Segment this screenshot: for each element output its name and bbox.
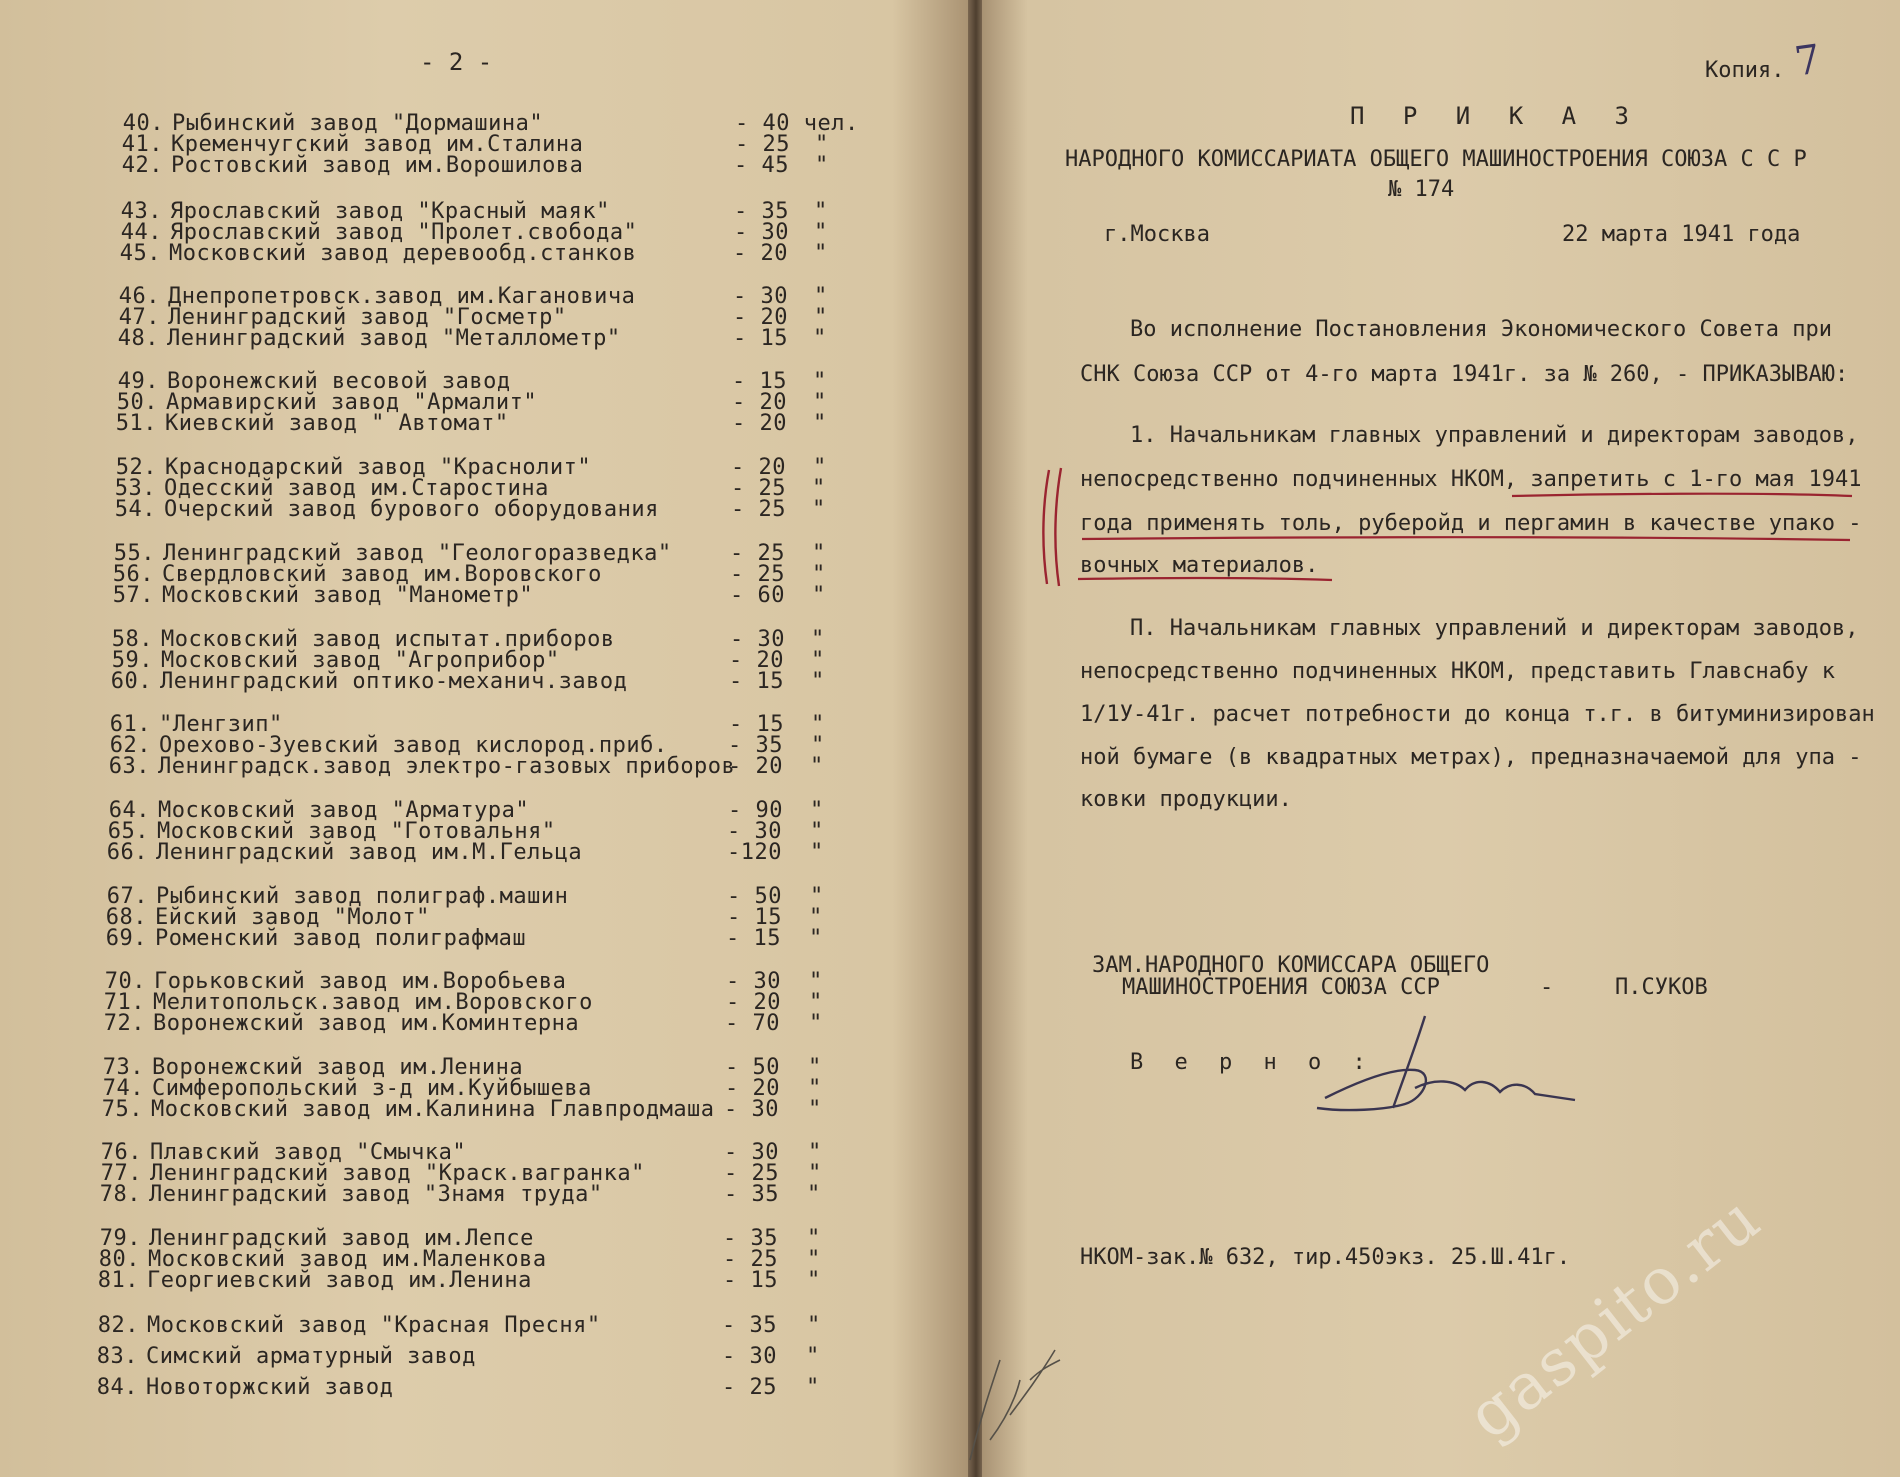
- plant-number: 69.: [105, 926, 147, 951]
- plant-name: Днепропетровск.завод им.Кагановича: [168, 284, 636, 309]
- ditto-mark: ": [813, 390, 827, 415]
- plant-name: Очерский завод бурового оборудования: [164, 497, 659, 522]
- plant-name: Ейский завод "Молот": [155, 905, 430, 930]
- plant-worker-count: - 15: [726, 926, 781, 951]
- plant-name: Георгиевский завод им.Ленина: [147, 1268, 532, 1293]
- ditto-mark: ": [815, 132, 829, 157]
- plant-worker-count: - 45: [734, 153, 789, 178]
- plant-worker-count: - 25: [730, 562, 785, 587]
- plant-worker-count: - 15: [729, 669, 784, 694]
- order-date: 22 марта 1941 года: [1562, 222, 1801, 247]
- plant-number: 58.: [111, 627, 153, 652]
- signer-dash: -: [1540, 975, 1554, 1000]
- plant-name: Московский завод деревообд.станков: [169, 241, 637, 266]
- plant-worker-count: - 90: [728, 798, 783, 823]
- plant-name: Московский завод "Красная Пресня": [147, 1313, 601, 1338]
- order-issuer: НАРОДНОГО КОМИССАРИАТА ОБЩЕГО МАШИНОСТРОЕНИЯ СОЮЗА С С Р: [1065, 147, 1807, 172]
- body-line: П. Начальникам главных управлений и директорам заводов,: [1130, 616, 1859, 641]
- body-line: непосредственно подчиненных НКОМ, представить Главснабу к: [1080, 659, 1835, 684]
- body-line: ковки продукции.: [1080, 787, 1292, 812]
- plant-worker-count: - 25: [731, 476, 786, 501]
- plant-number: 77.: [100, 1161, 142, 1186]
- body-line: года применять толь, руберойд и пергамин в качестве упако -: [1080, 511, 1862, 536]
- body-line: СНК Союза ССР от 4-го марта 1941г. за № 260, - ПРИКАЗЫВАЮ:: [1080, 362, 1849, 387]
- plant-worker-count: - 15: [732, 369, 787, 394]
- body-line: ной бумаге (в квадратных метрах), предназначаемой для упа -: [1080, 745, 1862, 770]
- plant-number: 81.: [97, 1268, 139, 1293]
- plant-number: 72.: [103, 1011, 145, 1036]
- plant-name: Свердловский завод им.Воровского: [162, 562, 602, 587]
- plant-worker-count: - 30: [734, 220, 789, 245]
- plant-worker-count: -120: [727, 840, 782, 865]
- order-number: № 174: [1388, 177, 1455, 202]
- order-city: г.Москва: [1104, 222, 1210, 247]
- plant-name: Ленинградский завод "Госметр": [168, 305, 567, 330]
- plant-number: 49.: [117, 369, 159, 394]
- plant-worker-count: - 35: [728, 733, 783, 758]
- plant-number: 50.: [116, 390, 158, 415]
- plant-number: 74.: [102, 1076, 144, 1101]
- ditto-mark: ": [813, 369, 827, 394]
- plant-name: Краснодарский завод "Краснолит": [165, 455, 592, 480]
- plant-number: 84.: [96, 1375, 138, 1400]
- plant-worker-count: - 20: [731, 455, 786, 480]
- plant-name: Ленинградский завод "Краск.вагранка": [150, 1161, 645, 1186]
- ditto-mark: ": [812, 541, 826, 566]
- ditto-mark: ": [808, 1055, 822, 1080]
- body-line: 1. Начальникам главных управлений и директорам заводов,: [1130, 423, 1859, 448]
- ditto-mark: ": [810, 819, 824, 844]
- plant-number: 76.: [100, 1140, 142, 1165]
- body-line: непосредственно подчиненных НКОМ, запретить с 1-го мая 1941: [1080, 467, 1862, 492]
- plant-worker-count: - 25: [723, 1247, 778, 1272]
- plant-worker-count: - 25: [724, 1161, 779, 1186]
- plant-number: 75.: [101, 1097, 143, 1122]
- ditto-mark: ": [812, 497, 826, 522]
- plant-worker-count: - 60: [730, 583, 785, 608]
- plant-number: 60.: [110, 669, 152, 694]
- plant-number: 44.: [120, 220, 162, 245]
- plant-number: 53.: [114, 476, 156, 501]
- ditto-mark: ": [808, 1097, 822, 1122]
- ditto-mark: ": [811, 712, 825, 737]
- plant-name: Воронежский завод им.Ленина: [152, 1055, 524, 1080]
- ditto-mark: ": [814, 199, 828, 224]
- ditto-mark: ": [814, 284, 828, 309]
- plant-name: Ленинградский завод "Металлометр": [167, 326, 621, 351]
- plant-number: 47.: [118, 305, 160, 330]
- page-number: - 2 -: [420, 48, 493, 76]
- plant-name: Одесский завод им.Старостина: [164, 476, 549, 501]
- plant-name: Воронежский весовой завод: [167, 369, 511, 394]
- plant-number: 83.: [96, 1344, 138, 1369]
- plant-worker-count: - 20: [733, 305, 788, 330]
- ditto-mark: ": [809, 1011, 823, 1036]
- plant-number: 79.: [99, 1226, 141, 1251]
- plant-worker-count: - 25: [722, 1375, 777, 1400]
- ditto-mark: ": [814, 241, 828, 266]
- plant-name: Рыбинский завод "Дормашина": [172, 111, 544, 136]
- plant-worker-count: - 30: [730, 627, 785, 652]
- plant-name: Ленинградский оптико-механич.завод: [160, 669, 628, 694]
- plant-number: 56.: [112, 562, 154, 587]
- plant-worker-count: - 20: [725, 1076, 780, 1101]
- plant-name: Плавский завод "Смычка": [150, 1140, 467, 1165]
- plant-number: 80.: [98, 1247, 140, 1272]
- plant-name: Московский завод "Манометр": [162, 583, 534, 608]
- plant-name: Горьковский завод им.Воробьева: [154, 969, 567, 994]
- plant-name: Московский завод им.Калинина Главпродмаша: [151, 1097, 715, 1122]
- ditto-mark: ": [808, 1161, 822, 1186]
- plant-worker-count: - 20: [732, 390, 787, 415]
- ditto-mark: ": [807, 1226, 821, 1251]
- plant-worker-count: - 15: [733, 326, 788, 351]
- ditto-mark: ": [811, 648, 825, 673]
- plant-name: Рыбинский завод полиграф.машин: [156, 884, 569, 909]
- plant-worker-count: - 50: [725, 1055, 780, 1080]
- copy-label: Копия.: [1705, 58, 1785, 83]
- plant-worker-count: - 20: [728, 754, 783, 779]
- plant-number: 78.: [99, 1182, 141, 1207]
- plant-name: Ленинградский завод "Геологоразведка": [163, 541, 672, 566]
- order-title: П Р И К А З: [1350, 102, 1641, 130]
- plant-number: 45.: [119, 241, 161, 266]
- plant-worker-count: - 20: [733, 241, 788, 266]
- ditto-mark: ": [812, 583, 826, 608]
- ditto-mark: ": [810, 884, 824, 909]
- signer-title-line1: ЗАМ.НАРОДНОГО КОМИССАРА ОБЩЕГО: [1092, 953, 1490, 978]
- plant-worker-count: - 25: [735, 132, 790, 157]
- plant-name: Воронежский завод им.Коминтерна: [153, 1011, 580, 1036]
- plant-number: 63.: [108, 754, 150, 779]
- ditto-mark: ": [811, 733, 825, 758]
- plant-number: 54.: [114, 497, 156, 522]
- ditto-mark: ": [811, 669, 825, 694]
- handwritten-signature: [1305, 1008, 1585, 1128]
- plant-number: 41.: [121, 132, 163, 157]
- plant-name: Ленинградский завод "Знамя труда": [149, 1182, 603, 1207]
- plant-worker-count: - 25: [730, 541, 785, 566]
- plant-name: Московский завод "Агроприбор": [161, 648, 560, 673]
- plant-number: 67.: [106, 884, 148, 909]
- plant-worker-count: - 30: [722, 1344, 777, 1369]
- ditto-mark: ": [808, 1140, 822, 1165]
- plant-number: 62.: [109, 733, 151, 758]
- plant-name: Ярославский завод "Пролет.свобода": [170, 220, 638, 245]
- plant-number: 82.: [97, 1313, 139, 1338]
- ditto-mark: ": [813, 326, 827, 351]
- plant-number: 42.: [121, 153, 163, 178]
- plant-worker-count: - 35: [734, 199, 789, 224]
- plant-number: 64.: [108, 798, 150, 823]
- plant-number: 70.: [104, 969, 146, 994]
- plant-number: 61.: [109, 712, 151, 737]
- body-line: вочных материалов.: [1080, 553, 1319, 578]
- body-line: Во исполнение Постановления Экономического Совета при: [1130, 317, 1832, 342]
- margin-double-line-mark: [1035, 462, 1075, 592]
- copy-handwritten-number: 7: [1791, 36, 1824, 86]
- ditto-mark: ": [806, 1344, 820, 1369]
- ditto-mark: ": [812, 476, 826, 501]
- ditto-mark: ": [815, 153, 829, 178]
- plant-worker-count: - 35: [722, 1313, 777, 1338]
- plant-worker-count: - 30: [726, 969, 781, 994]
- plant-number: 66.: [106, 840, 148, 865]
- ditto-mark: ": [814, 305, 828, 330]
- plant-worker-count: - 35: [724, 1182, 779, 1207]
- ditto-mark: ": [807, 1268, 821, 1293]
- plant-number: 46.: [118, 284, 160, 309]
- plant-worker-count: - 25: [731, 497, 786, 522]
- plant-name: Московский завод испытат.приборов: [161, 627, 615, 652]
- pencil-margin-note: [960, 1320, 1070, 1470]
- plant-name: Армавирский завод "Армалит": [166, 390, 538, 415]
- ditto-mark: ": [807, 1313, 821, 1338]
- plant-worker-count: - 50: [727, 884, 782, 909]
- ditto-mark: ": [809, 969, 823, 994]
- plant-worker-count: - 40 чел.: [735, 111, 859, 136]
- ditto-mark: ": [813, 411, 827, 436]
- plant-name: Новоторжский завод: [146, 1375, 394, 1400]
- ditto-mark: ": [812, 562, 826, 587]
- plant-number: 57.: [112, 583, 154, 608]
- plant-name: Ростовский завод им.Ворошилова: [171, 153, 584, 178]
- plant-number: 68.: [105, 905, 147, 930]
- plant-name: Орехово-Зуевский завод кислород.приб.: [159, 733, 668, 758]
- verno-label: В е р н о :: [1130, 1050, 1375, 1075]
- plant-number: 65.: [107, 819, 149, 844]
- plant-number: 52.: [115, 455, 157, 480]
- plant-number: 40.: [122, 111, 164, 136]
- ditto-mark: ": [814, 220, 828, 245]
- plant-name: Мелитопольск.завод им.Воровского: [153, 990, 593, 1015]
- ditto-mark: ": [809, 990, 823, 1015]
- watermark: gaspito.ru: [1454, 1181, 1775, 1454]
- plant-name: Московский завод "Арматура": [158, 798, 530, 823]
- ditto-mark: ": [807, 1247, 821, 1272]
- plant-name: Симферопольский з-д им.Куйбышева: [152, 1076, 592, 1101]
- plant-name: Кременчугский завод им.Сталина: [171, 132, 584, 157]
- plant-worker-count: - 30: [727, 819, 782, 844]
- ditto-mark: ": [810, 798, 824, 823]
- plant-worker-count: - 15: [729, 712, 784, 737]
- ditto-mark: ": [808, 1076, 822, 1101]
- plant-name: Роменский завод полиграфмаш: [155, 926, 527, 951]
- body-line: 1/1У-41г. расчет потребности до конца т.г. в битуминизирован: [1080, 702, 1875, 727]
- ditto-mark: ": [811, 627, 825, 652]
- plant-number: 55.: [113, 541, 155, 566]
- ditto-mark: ": [810, 754, 824, 779]
- plant-worker-count: - 15: [727, 905, 782, 930]
- plant-worker-count: - 35: [723, 1226, 778, 1251]
- plant-name: Ленинградский завод им.М.Гельца: [156, 840, 583, 865]
- plant-name: Ленинградский завод им.Лепсе: [149, 1226, 534, 1251]
- plant-worker-count: - 70: [725, 1011, 780, 1036]
- plant-name: Московский завод им.Маленкова: [148, 1247, 547, 1272]
- signer-title-line2: МАШИНОСТРОЕНИЯ СОЮЗА ССР: [1122, 975, 1440, 1000]
- plant-name: Ярославский завод "Красный маяк": [170, 199, 610, 224]
- plant-worker-count: - 30: [724, 1097, 779, 1122]
- plant-worker-count: - 30: [733, 284, 788, 309]
- plant-name: "Ленгзип": [159, 712, 283, 737]
- ditto-mark: ": [806, 1375, 820, 1400]
- plant-number: 51.: [115, 411, 157, 436]
- plant-name: Московский завод "Готовальня": [157, 819, 556, 844]
- plant-worker-count: - 15: [723, 1268, 778, 1293]
- ditto-mark: ": [809, 926, 823, 951]
- ditto-mark: ": [807, 1182, 821, 1207]
- plant-worker-count: - 20: [726, 990, 781, 1015]
- plant-number: 59.: [111, 648, 153, 673]
- plant-number: 71.: [103, 990, 145, 1015]
- ditto-mark: ": [813, 455, 827, 480]
- plant-number: 43.: [120, 199, 162, 224]
- plant-name: Ленинградск.завод электро-газовых приборов: [158, 754, 736, 779]
- plant-number: 48.: [117, 326, 159, 351]
- plant-worker-count: - 30: [724, 1140, 779, 1165]
- signer-name: П.СУКОВ: [1615, 975, 1708, 1000]
- plant-number: 73.: [102, 1055, 144, 1080]
- plant-worker-count: - 20: [729, 648, 784, 673]
- plant-name: Симский арматурный завод: [146, 1344, 476, 1369]
- ditto-mark: ": [810, 840, 824, 865]
- print-footer: НКОМ-зак.№ 632, тир.450экз. 25.Ш.41г.: [1080, 1245, 1571, 1270]
- plant-worker-count: - 20: [732, 411, 787, 436]
- ditto-mark: ": [809, 905, 823, 930]
- plant-name: Киевский завод " Автомат": [165, 411, 509, 436]
